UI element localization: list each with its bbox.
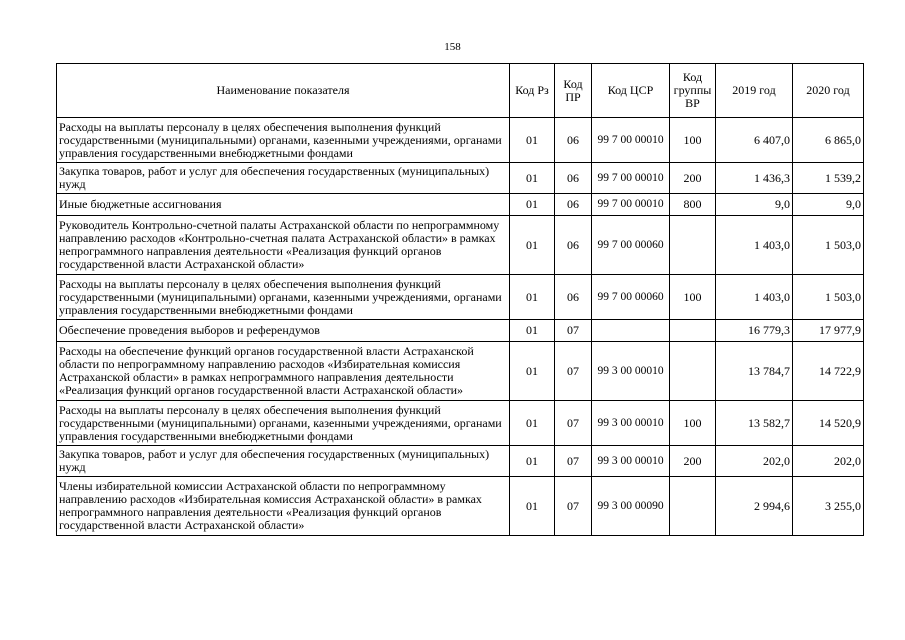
row-2020: 1 503,0 <box>793 216 864 275</box>
row-pr: 06 <box>555 216 592 275</box>
row-vr: 100 <box>670 118 716 163</box>
row-rz: 01 <box>510 275 555 320</box>
row-pr: 07 <box>555 401 592 446</box>
table-row <box>57 401 864 446</box>
row-rz: 01 <box>510 118 555 163</box>
row-rz: 01 <box>510 401 555 446</box>
row-csr: 99 7 00 00060 <box>592 275 670 320</box>
table-row <box>57 446 864 477</box>
row-2020: 14 520,9 <box>793 401 864 446</box>
row-name: Иные бюджетные ассигнования <box>57 194 510 216</box>
table-row <box>57 163 864 194</box>
row-2020: 3 255,0 <box>793 477 864 536</box>
header-2019: 2019 год <box>716 64 793 118</box>
row-csr: 99 3 00 00090 <box>592 477 670 536</box>
row-vr: 100 <box>670 401 716 446</box>
row-name: Расходы на выплаты персоналу в целях обеспечения выполнения функций государственными (муниципальными) органами, казенными учреждениями, органами управления государственными внебюджетными фондами <box>57 118 510 163</box>
row-name: Закупка товаров, работ и услуг для обеспечения государственных (муниципальных) нужд <box>57 446 510 477</box>
table-header-row <box>57 64 864 118</box>
row-rz: 01 <box>510 163 555 194</box>
row-vr <box>670 477 716 536</box>
table-row <box>57 118 864 163</box>
row-pr: 07 <box>555 320 592 342</box>
row-csr: 99 7 00 00010 <box>592 163 670 194</box>
page-number: 158 <box>444 41 461 53</box>
row-csr: 99 7 00 00060 <box>592 216 670 275</box>
row-vr: 800 <box>670 194 716 216</box>
row-vr <box>670 342 716 401</box>
row-2019: 13 784,7 <box>716 342 793 401</box>
budget-table <box>56 63 864 536</box>
row-rz: 01 <box>510 342 555 401</box>
row-rz: 01 <box>510 446 555 477</box>
row-vr: 200 <box>670 446 716 477</box>
row-csr: 99 3 00 00010 <box>592 342 670 401</box>
row-pr: 06 <box>555 118 592 163</box>
row-rz: 01 <box>510 216 555 275</box>
row-2019: 6 407,0 <box>716 118 793 163</box>
row-2019: 1 403,0 <box>716 216 793 275</box>
row-name: Руководитель Контрольно-счетной палаты Астраханской области по непрограммному направлению расходов «Контрольно-счетная палата Астраханской области» в рамках непрограммного направления деятельности «Реализация функций органов государственной власти Астраханской области» <box>57 216 510 275</box>
row-name: Закупка товаров, работ и услуг для обеспечения государственных (муниципальных) нужд <box>57 163 510 194</box>
row-csr: 99 3 00 00010 <box>592 446 670 477</box>
row-2019: 202,0 <box>716 446 793 477</box>
row-2020: 9,0 <box>793 194 864 216</box>
row-vr: 100 <box>670 275 716 320</box>
row-pr: 07 <box>555 477 592 536</box>
row-pr: 07 <box>555 446 592 477</box>
row-2020: 1 539,2 <box>793 163 864 194</box>
row-rz: 01 <box>510 194 555 216</box>
row-2020: 6 865,0 <box>793 118 864 163</box>
table-row <box>57 194 864 216</box>
row-2020: 1 503,0 <box>793 275 864 320</box>
header-rz: Код Рз <box>510 64 555 118</box>
row-rz: 01 <box>510 477 555 536</box>
row-csr: 99 7 00 00010 <box>592 118 670 163</box>
table-row <box>57 216 864 275</box>
row-2019: 9,0 <box>716 194 793 216</box>
row-2020: 14 722,9 <box>793 342 864 401</box>
header-name: Наименование показателя <box>57 64 510 118</box>
row-name: Расходы на обеспечение функций органов государственной власти Астраханской области по непрограммному направлению расходов «Избирательная комиссия Астраханской области» в рамках непрограммного направления деятельности «Реализация функций органов государственной власти Астраханской области» <box>57 342 510 401</box>
table-row <box>57 320 864 342</box>
table-row <box>57 275 864 320</box>
row-2019: 1 403,0 <box>716 275 793 320</box>
table-row <box>57 342 864 401</box>
row-pr: 06 <box>555 275 592 320</box>
row-2020: 17 977,9 <box>793 320 864 342</box>
row-name: Расходы на выплаты персоналу в целях обеспечения выполнения функций государственными (муниципальными) органами, казенными учреждениями, органами управления государственными внебюджетными фондами <box>57 401 510 446</box>
row-name: Члены избирательной комиссии Астраханской области по непрограммному направлению расходов «Избирательная комиссия Астраханской области» в рамках непрограммного направления деятельности «Реализация функций органов государственной власти Астраханской области» <box>57 477 510 536</box>
row-rz: 01 <box>510 320 555 342</box>
row-2019: 13 582,7 <box>716 401 793 446</box>
row-name: Расходы на выплаты персоналу в целях обеспечения выполнения функций государственными (муниципальными) органами, казенными учреждениями, органами управления государственными внебюджетными фондами <box>57 275 510 320</box>
row-pr: 06 <box>555 163 592 194</box>
header-2020: 2020 год <box>793 64 864 118</box>
row-name: Обеспечение проведения выборов и референдумов <box>57 320 510 342</box>
row-vr <box>670 216 716 275</box>
row-csr: 99 3 00 00010 <box>592 401 670 446</box>
row-pr: 06 <box>555 194 592 216</box>
row-csr <box>592 320 670 342</box>
row-2019: 1 436,3 <box>716 163 793 194</box>
row-vr: 200 <box>670 163 716 194</box>
header-vr: Код группы ВР <box>670 64 716 118</box>
header-pr: Код ПР <box>555 64 592 118</box>
header-csr: Код ЦСР <box>592 64 670 118</box>
row-vr <box>670 320 716 342</box>
row-csr: 99 7 00 00010 <box>592 194 670 216</box>
row-2019: 2 994,6 <box>716 477 793 536</box>
row-2019: 16 779,3 <box>716 320 793 342</box>
row-2020: 202,0 <box>793 446 864 477</box>
row-pr: 07 <box>555 342 592 401</box>
table-row <box>57 477 864 536</box>
